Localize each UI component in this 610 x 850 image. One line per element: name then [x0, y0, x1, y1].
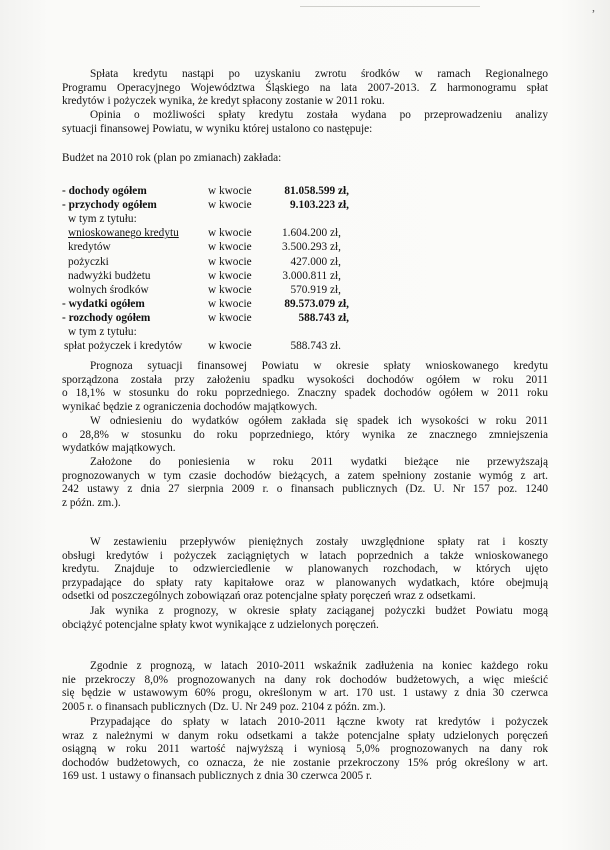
text-line: nie przekroczy 8,0% prognozowanych na dany rok dochodów budżetowych, a więc mieścić [62, 673, 548, 686]
paragraph-cash-flows [62, 536, 548, 604]
text-line: osiągną w roku 2011 wartość najwyższą i wyniosą 5,0% prognozowanych na dany rok [62, 743, 548, 756]
budget-row-qualifier: w kwocie [208, 340, 252, 353]
paragraph-debt-ratio [62, 660, 548, 714]
text-line: sporządzona została przy założeniu spadku wysokości dochodów ogółem w roku 2011 [62, 373, 548, 386]
text-line: obciążyć potencjalne spłaty kwot wynikające z udzielonych poręczeń. [62, 618, 379, 631]
text-line: Opinia o możliwości spłaty kredytu została wydana po przeprowadzeniu analizy [90, 109, 548, 121]
budget-row-amount: 570.919 zł, [290, 283, 341, 296]
budget-row [62, 185, 349, 199]
text-line: wraz z należnymi w danym roku odsetkami a także potencjalne spłaty udzielonych poręczeń [62, 729, 548, 742]
paragraph-opinion [62, 109, 548, 136]
text-line: z późn. zm.). [62, 496, 121, 509]
text-line: przypadające do spłaty raty kapitałowe oraz w planowanych wydatkach, które obejmują [62, 576, 548, 589]
text-line: 169 ust. 1 ustawy o finansach publicznych z dnia 30 czerwca 2005 r. [62, 770, 372, 783]
budget-row-amount: 9.103.223 zł, [290, 199, 349, 212]
text-line: obsługi kredytów i pożyczek zaciągniętych w latach poprzednich a także wnioskowanego [62, 549, 548, 562]
budget-row [62, 241, 341, 255]
text-line: o 18,1% w stosunku do roku poprzedniego. Znaczny spadek dochodów ogółem w 2011 roku [62, 387, 548, 400]
budget-row [62, 284, 341, 298]
budget-row [62, 213, 341, 227]
budget-row [62, 340, 341, 354]
budget-row-label: - wydatki ogółem [62, 297, 145, 310]
scan-artifact-line [300, 6, 480, 7]
text-line: kredytu. Znajduje to odzwierciedlenie w planowanych rozchodach, w których ujęto [62, 563, 548, 576]
budget-row-label: - rozchody ogółem [62, 311, 151, 324]
budget-row [62, 256, 341, 270]
budget-row-label: wolnych środków [68, 283, 149, 296]
budget-row [62, 199, 349, 213]
paragraph-repayment-amounts [62, 716, 548, 784]
budget-row-qualifier: w kwocie [208, 269, 252, 282]
scan-corner-mark: , [592, 0, 595, 14]
text-line: W zestawieniu przepływów pieniężnych zostały uwzględnione spłaty rat i koszty [90, 536, 548, 548]
budget-row-label: w tym z tytułu: [68, 326, 137, 338]
budget-intro: Budżet na 2010 rok (plan po zmianach) zakłada: [62, 152, 282, 164]
paragraph-repayment [62, 68, 548, 109]
budget-row-amount: 3.000.811 zł, [282, 269, 341, 282]
text-line: wydatków majątkowych. [62, 442, 176, 455]
budget-row-label: kredytów [68, 241, 111, 254]
budget-row-label: w tym z tytułu: [68, 213, 137, 226]
text-line: Spłata kredytu nastąpi po uzyskaniu zwrotu środków w ramach Regionalnego [90, 68, 548, 80]
budget-row [62, 326, 341, 340]
text-line: odsetki od poszczególnych zobowiązań oraz potencjalne spłaty poręczeń wraz z odsetkami. [62, 590, 476, 603]
text-line: Założone do poniesienia w roku 2011 wydatki bieżące nie przewyższają [90, 456, 548, 468]
budget-row [62, 227, 341, 241]
text-line: prognozowanych w tym czasie dochodów bieżących, a zatem spełniony zostanie wymóg z art. [62, 469, 548, 482]
text-line: 242 ustawy z dnia 27 sierpnia 2009 r. o finansach publicznych (Dz. U. Nr 157 poz. 1240 [62, 483, 548, 496]
budget-row [62, 270, 341, 284]
budget-row-qualifier: w kwocie [208, 311, 252, 324]
budget-row-amount: 3.500.293 zł, [282, 241, 341, 254]
budget-row-qualifier: w kwocie [208, 255, 252, 268]
text-line: kredytów i pożyczek wynika, że kredyt spłacony zostanie w 2011 roku. [62, 95, 385, 108]
budget-row-qualifier: w kwocie [208, 185, 252, 197]
text-line: o 28,8% w stosunku do roku poprzedniego, który wynika ze znacznego zmniejszenia [62, 428, 548, 441]
text-line: Programu Operacyjnego Województwa Śląskiego na lata 2007-2013. Z harmonogramu spłat [62, 81, 548, 94]
budget-row-label: spłat pożyczek i kredytów [64, 340, 183, 353]
budget-row-label: pożyczki [68, 255, 109, 268]
paragraph-forecast [62, 360, 548, 414]
text-line: Zgodnie z prognozą, w latach 2010-2011 wskaźnik zadłużenia na koniec każdego roku [90, 660, 548, 672]
text-line: 2005 r. o finansach publicznych (Dz. U. Nr 249 poz. 2104 z późn. zm.). [62, 700, 386, 713]
budget-row-label: - dochody ogółem [62, 185, 147, 197]
text-line: W odniesieniu do wydatków ogółem zakłada się spadek ich wysokości w roku 2011 [90, 415, 548, 427]
paragraph-expenditure [62, 415, 548, 456]
budget-row-qualifier: w kwocie [208, 283, 252, 296]
budget-row-amount: 588.743 zł. [290, 340, 341, 353]
text-line: Prognoza sytuacji finansowej Powiatu w okresie spłaty wnioskowanego kredytu [90, 360, 548, 372]
text-line: dochodów budżetowych, co oznacza, że nie zostanie przekroczony 15% próg określony w art. [62, 756, 548, 769]
budget-row-qualifier: w kwocie [208, 227, 252, 240]
budget-row-amount: 81.058.599 zł, [284, 185, 349, 197]
paragraph-current-expenditure [62, 456, 548, 510]
budget-row [62, 298, 349, 312]
budget-row-qualifier: w kwocie [208, 241, 252, 254]
text-line: wynikać będzie z ograniczenia dochodów majątkowych. [62, 400, 318, 413]
text-line: Jak wynika z prognozy, w okresie spłaty zaciąganej pożyczki budżet Powiatu mogą [90, 605, 548, 617]
text-line: sytuacji finansowej Powiatu, w wyniku której ustalono co następuje: [62, 122, 373, 135]
paragraph-guarantees [62, 605, 548, 632]
budget-row-amount: 89.573.079 zł, [284, 297, 349, 310]
budget-row-amount: 1.604.200 zł, [282, 227, 341, 240]
budget-row-amount: 588.743 zł, [298, 311, 349, 324]
budget-row-label: - przychody ogółem [62, 199, 157, 212]
budget-row-amount: 427.000 zł, [290, 255, 341, 268]
budget-row-label: wnioskowanego kredytu [68, 227, 179, 240]
budget-row-label: nadwyżki budżetu [68, 269, 151, 282]
budget-row [62, 312, 349, 326]
text-line: Przypadające do spłaty w latach 2010-2011 łączne kwoty rat kredytów i pożyczek [90, 716, 548, 728]
budget-row-qualifier: w kwocie [208, 297, 252, 310]
text-line: się będzie w ustawowym 60% progu, określonym w art. 170 ust. 1 ustawy z dnia 30 czerwca [62, 687, 548, 700]
budget-row-qualifier: w kwocie [208, 199, 252, 212]
